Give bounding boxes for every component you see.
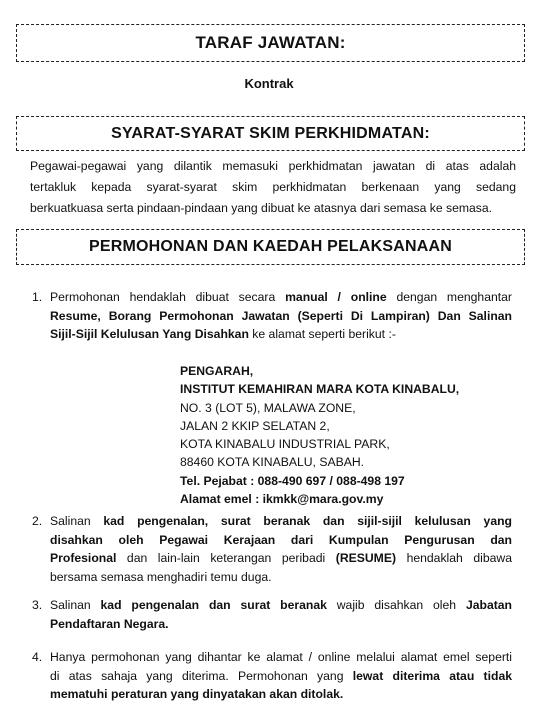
text-run: Salinan <box>50 598 101 612</box>
item-number: 3. <box>32 598 43 612</box>
office-phone: Tel. Pejabat : 088-490 697 / 088-498 197 <box>180 473 405 488</box>
text-run-bold: manual / online <box>285 290 387 304</box>
text-run: dengan menghantar <box>386 290 512 304</box>
item-line <box>50 549 512 568</box>
item-number: 4. <box>32 650 43 664</box>
item-line <box>50 596 512 615</box>
text-run: di atas sahaja yang diterima. Permohonan yang <box>50 668 353 683</box>
text-run: hendaklah dibawa <box>396 551 512 565</box>
item-body <box>50 512 512 586</box>
section-heading-application: PERMOHONAN DAN KAEDAH PELAKSANAAN <box>88 238 453 255</box>
terms-line: tertakluk kepada syarat-syarat skim perkhidmatan berkenaan yang sedang <box>30 180 516 194</box>
item-line <box>50 667 512 686</box>
text-run-bold: Profesional <box>50 551 117 565</box>
address-line: INSTITUT KEMAHIRAN MARA KOTA KINABALU, <box>180 382 460 397</box>
item-body <box>50 596 512 633</box>
text-run-bold: kad pengenalan, surat beranak dan sijil-sijil kelulusan yang <box>103 514 512 528</box>
text-run-bold: Sijil-Sijil Kelulusan Yang Disahkan <box>50 327 249 341</box>
text-run-bold: lewat diterima atau tidak <box>352 668 512 683</box>
text-run: Permohonan hendaklah dibuat secara <box>50 290 286 304</box>
section-heading-box-status <box>16 24 525 62</box>
text-run: ke alamat seperti berikut :- <box>248 327 396 341</box>
text-run-bold: kad pengenalan dan surat beranak <box>100 598 327 612</box>
item-line: Resume, Borang Permohonan Jawatan (Seperti Di Lampiran) Dan Salinan <box>50 308 512 323</box>
item-line <box>50 512 512 531</box>
address-line: 88460 KOTA KINABALU, SABAH. <box>180 455 365 470</box>
item-line: mematuhi peraturan yang dinyatakan akan ditolak. <box>50 687 344 701</box>
item-number: 1. <box>32 290 43 304</box>
item-body <box>50 288 512 344</box>
item-body <box>50 648 512 704</box>
item-line: Pendaftaran Negara. <box>50 616 169 631</box>
item-number: 2. <box>32 514 43 528</box>
address-block <box>180 362 459 508</box>
address-line: KOTA KINABALU INDUSTRIAL PARK, <box>180 437 390 452</box>
address-line: NO. 3 (LOT 5), MALAWA ZONE, <box>180 400 356 415</box>
terms-line: berkuatkuasa serta pindaan-pindaan yang dibuat ke atasnya dari semasa ke semasa. <box>30 201 493 215</box>
text-run-bold: (RESUME) <box>335 551 397 565</box>
section-heading-status: TARAF JAWATAN: <box>195 33 346 52</box>
address-line: JALAN 2 KKIP SELATAN 2, <box>180 418 330 433</box>
item-line: Hanya permohonan yang dihantar ke alamat / online melalui alamat emel seperti <box>50 650 512 664</box>
item-line <box>50 325 512 344</box>
terms-line: Pegawai-pegawai yang dilantik memasuki perkhidmatan jawatan di atas adalah <box>30 159 516 173</box>
item-line: disahkan oleh Pegawai Kerajaan dari Kumpulan Pengurusan dan <box>50 532 512 547</box>
text-run: wajib disahkan oleh <box>326 598 466 612</box>
address-line: PENGARAH, <box>180 364 254 378</box>
text-run: dan lain-lain keterangan peribadi <box>116 551 336 565</box>
item-line: bersama semasa menghadiri temu duga. <box>50 569 272 584</box>
section-heading-box-application <box>16 229 525 265</box>
email-address: Alamat emel : ikmkk@mara.gov.my <box>180 492 384 507</box>
text-run: Salinan <box>50 514 104 528</box>
section-heading-terms: SYARAT-SYARAT SKIM PERKHIDMATAN: <box>111 124 430 142</box>
item-line <box>50 288 512 307</box>
terms-paragraph <box>30 156 516 219</box>
section-heading-box-terms <box>16 116 525 151</box>
status-value: Kontrak <box>244 76 294 91</box>
text-run-bold: Jabatan <box>465 598 512 612</box>
